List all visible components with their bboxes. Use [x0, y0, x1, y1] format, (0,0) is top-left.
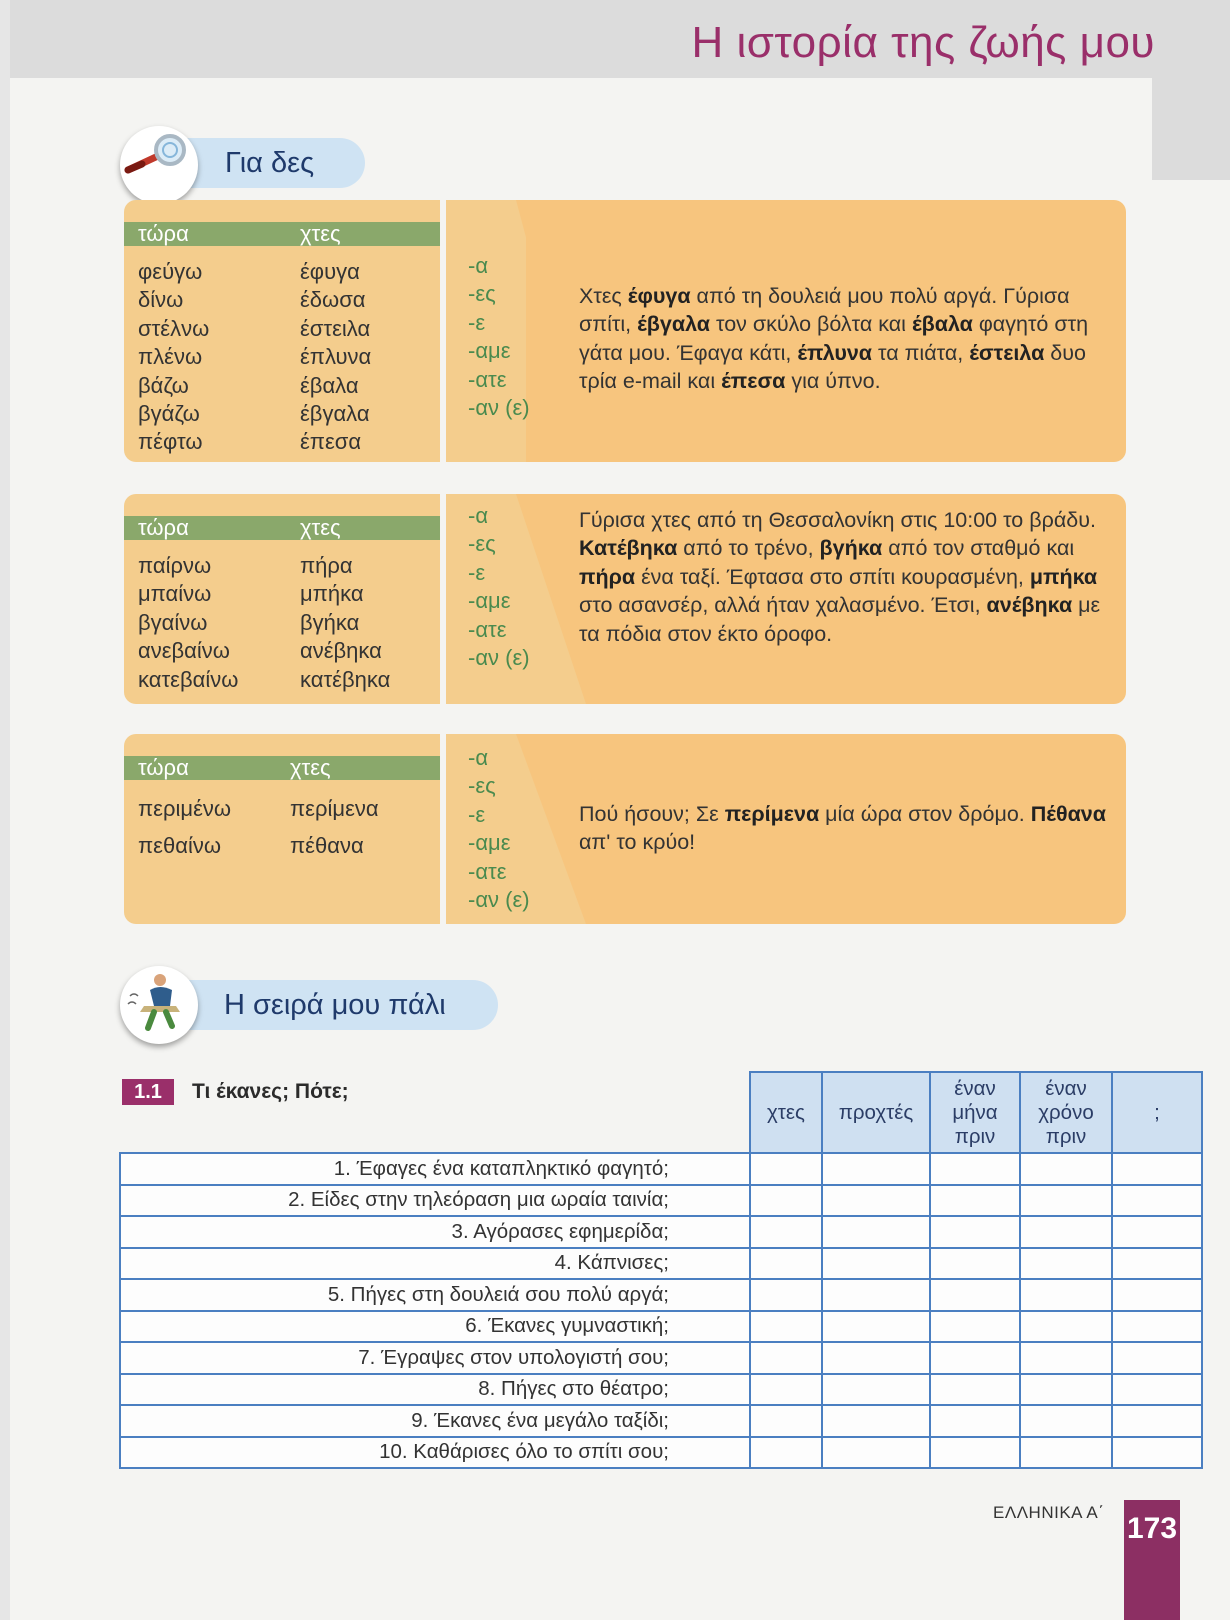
ending: -ε: [468, 309, 486, 335]
ending: -ε: [468, 801, 486, 827]
verb-now: πεθαίνω: [138, 833, 222, 858]
answer-cell[interactable]: [750, 1216, 822, 1248]
ending: -ε: [468, 559, 486, 585]
table-row: [120, 1405, 1202, 1437]
question: 7. Έγραψες στον υπολογιστή σου;: [120, 1342, 750, 1374]
question: 9. Έκανες ένα μεγάλο ταξίδι;: [120, 1405, 750, 1437]
verb-now: πλένω: [138, 344, 203, 370]
answer-cell[interactable]: [750, 1405, 822, 1437]
answer-cell[interactable]: [750, 1153, 822, 1185]
highlighted-verb: έπεσα: [721, 369, 786, 394]
verb-now: ανεβαίνω: [138, 638, 230, 664]
answer-cell[interactable]: [1020, 1405, 1112, 1437]
verb-now: δίνω: [138, 287, 184, 313]
col-header: έναν μήνα πριν: [930, 1072, 1020, 1153]
section-heading-text: Η σειρά μου πάλι: [224, 989, 446, 1021]
col-header: έναν χρόνο πριν: [1020, 1072, 1112, 1153]
answer-cell[interactable]: [1020, 1342, 1112, 1374]
past-verbs: [290, 790, 379, 864]
verb-past: έπλυνα: [300, 344, 372, 370]
highlighted-verb: περίμενα: [724, 802, 820, 826]
right-band: [1152, 0, 1230, 180]
highlighted-verb: ανέβηκα: [986, 593, 1073, 618]
highlighted-verb: πήρα: [579, 564, 636, 589]
answer-cell[interactable]: [930, 1405, 1020, 1437]
answer-cell[interactable]: [1020, 1185, 1112, 1217]
present-verbs: [138, 790, 231, 864]
highlighted-verb: έφυγα: [627, 284, 691, 308]
endings-list: [468, 744, 530, 914]
table-row: [120, 1374, 1202, 1406]
table-row: [120, 1185, 1202, 1217]
present-verbs: [138, 552, 238, 694]
question: 10. Καθάρισες όλο το σπίτι σου;: [120, 1437, 750, 1469]
question: 8. Πήγες στο θέατρο;: [120, 1374, 750, 1406]
ending: -αμε: [468, 830, 511, 856]
answer-cell[interactable]: [1020, 1437, 1112, 1469]
conjugation-box-3: [124, 734, 1126, 924]
left-edge: [0, 0, 10, 1620]
header-past: χτες: [300, 221, 341, 246]
text-run: μία ώρα στον δρόμο.: [819, 802, 1031, 826]
highlighted-verb: έπλυνα: [797, 340, 873, 365]
answer-cell[interactable]: [1112, 1342, 1202, 1374]
verb-past: έστειλα: [300, 315, 371, 341]
answer-cell[interactable]: [750, 1437, 822, 1469]
answer-cell[interactable]: [750, 1311, 822, 1343]
text-run: Γύρισα χτες από τη Θεσσαλονίκη στις 10:00 το βράδυ.: [579, 508, 1096, 532]
endings-list: [468, 502, 530, 672]
col-header: ;: [1112, 1072, 1202, 1153]
highlighted-verb: έβαλα: [911, 312, 973, 337]
answer-cell[interactable]: [930, 1279, 1020, 1311]
past-verbs: [300, 552, 390, 694]
answer-cell[interactable]: [930, 1185, 1020, 1217]
answer-cell[interactable]: [1020, 1153, 1112, 1185]
answer-cell[interactable]: [750, 1342, 822, 1374]
endings-list: [468, 252, 530, 422]
header-now: τώρα: [138, 515, 189, 540]
answer-cell[interactable]: [1020, 1374, 1112, 1406]
past-verbs: [300, 258, 371, 457]
table-header-row: [120, 1072, 1202, 1153]
answer-cell[interactable]: [822, 1374, 930, 1406]
ending: -α: [468, 745, 489, 770]
verb-now: βγάζω: [138, 401, 200, 427]
verb-now: βγαίνω: [138, 609, 208, 635]
section-heading-my-turn: [160, 980, 498, 1030]
ending: -ες: [468, 773, 496, 799]
verb-now: περιμένω: [138, 796, 232, 821]
text-run: τα πιάτα,: [872, 340, 970, 365]
answer-cell[interactable]: [1112, 1311, 1202, 1343]
table-header: [124, 756, 440, 780]
highlighted-verb: Κατέβηκα: [579, 536, 678, 561]
verb-past: έδωσα: [300, 287, 366, 313]
example-paragraph: [579, 506, 1109, 648]
text-run: από τον σταθμό και: [882, 536, 1075, 561]
ending: -α: [468, 503, 489, 528]
header-past: χτες: [290, 755, 331, 780]
question: 3. Αγόρασες εφημερίδα;: [120, 1216, 750, 1248]
answer-cell[interactable]: [1112, 1374, 1202, 1406]
highlighted-verb: έβγαλα: [637, 312, 711, 337]
answer-cell[interactable]: [822, 1248, 930, 1280]
text-run: στο ασανσέρ, αλλά ήταν χαλασμένο. Έτσι,: [579, 593, 987, 618]
ending: -ες: [468, 281, 496, 307]
answer-cell[interactable]: [930, 1248, 1020, 1280]
answer-cell[interactable]: [1112, 1279, 1202, 1311]
table-row: [120, 1279, 1202, 1311]
highlighted-verb: μπήκα: [1029, 564, 1098, 589]
verb-past: μπήκα: [300, 581, 364, 607]
ending: -ατε: [468, 366, 507, 392]
answer-cell[interactable]: [822, 1311, 930, 1343]
answer-cell[interactable]: [930, 1374, 1020, 1406]
answer-cell[interactable]: [750, 1248, 822, 1280]
answer-cell[interactable]: [1112, 1405, 1202, 1437]
header-spacer: [120, 1072, 750, 1153]
table-row: [120, 1216, 1202, 1248]
text-run: ένα ταξί. Έφτασα στο σπίτι κουρασμένη,: [635, 564, 1030, 589]
page-number-box: [1124, 1500, 1180, 1620]
ending: -αν (ε): [468, 887, 530, 913]
text-run: Πού ήσουν; Σε: [579, 802, 725, 826]
answer-cell[interactable]: [822, 1437, 930, 1469]
text-run: απ' το κρύο!: [579, 830, 696, 855]
example-paragraph: [579, 282, 1109, 396]
ending: -αμε: [468, 588, 511, 614]
verb-now: μπαίνω: [138, 581, 212, 607]
answer-cell[interactable]: [1112, 1437, 1202, 1469]
header-now: τώρα: [138, 755, 189, 780]
answer-cell[interactable]: [750, 1279, 822, 1311]
answer-cell[interactable]: [1112, 1216, 1202, 1248]
text-run: φαγητό στη γάτα μου. Έφαγα κάτι,: [579, 312, 1089, 365]
ending: -ατε: [468, 616, 507, 642]
person-leaping-icon: [120, 966, 198, 1044]
verb-now: κατεβαίνω: [138, 666, 239, 692]
exercise-number-text: 1.1: [134, 1081, 162, 1103]
page-number: 173: [1126, 1512, 1178, 1545]
answer-cell[interactable]: [822, 1405, 930, 1437]
answer-cell[interactable]: [930, 1437, 1020, 1469]
ending: -αν (ε): [468, 645, 530, 671]
answer-cell[interactable]: [930, 1342, 1020, 1374]
answer-cell[interactable]: [1020, 1311, 1112, 1343]
ending: -ατε: [468, 858, 507, 884]
table-row: [120, 1342, 1202, 1374]
table-header: [124, 516, 440, 540]
table-row: [120, 1248, 1202, 1280]
text-run: από τη δουλειά μου πολύ αργά. Γύρισα σπίτι,: [579, 284, 1070, 337]
table-row: [120, 1153, 1202, 1185]
verb-past: έβγαλα: [300, 401, 370, 427]
text-run: τον σκύλο βόλτα και: [710, 312, 912, 337]
answer-cell[interactable]: [750, 1374, 822, 1406]
question: 4. Κάπνισες;: [120, 1248, 750, 1280]
section-heading-text: Για δες: [225, 147, 315, 179]
verb-now: βάζω: [138, 372, 189, 398]
verb-past: έπεσα: [300, 429, 362, 455]
verb-past: πέθανα: [290, 833, 364, 858]
verb-past: έφυγα: [300, 259, 360, 284]
text-run: για ύπνο.: [785, 369, 881, 394]
col-header: χτες: [750, 1072, 822, 1153]
highlighted-verb: βγήκα: [819, 536, 883, 561]
table-row: [120, 1437, 1202, 1469]
answer-cell[interactable]: [822, 1153, 930, 1185]
answer-cell[interactable]: [1112, 1248, 1202, 1280]
highlighted-verb: έστειλα: [969, 340, 1045, 365]
verb-now: στέλνω: [138, 315, 210, 341]
verb-past: πήρα: [300, 553, 353, 578]
col-header: προχτές: [822, 1072, 930, 1153]
example-paragraph: [579, 800, 1109, 857]
verb-now: παίρνω: [138, 553, 212, 578]
answer-cell[interactable]: [1020, 1216, 1112, 1248]
answer-cell[interactable]: [822, 1342, 930, 1374]
answer-cell[interactable]: [930, 1311, 1020, 1343]
text-run: με τα πόδια στον έκτο όροφο.: [579, 593, 1101, 646]
answer-cell[interactable]: [822, 1185, 930, 1217]
exercise-title: Τι έκανες; Πότε;: [192, 1080, 349, 1103]
verb-past: έβαλα: [300, 372, 359, 398]
answer-cell[interactable]: [750, 1185, 822, 1217]
answer-cell[interactable]: [1020, 1248, 1112, 1280]
header-now: τώρα: [138, 221, 189, 246]
answer-cell[interactable]: [1020, 1279, 1112, 1311]
conjugation-box-1: [124, 200, 1126, 462]
question: 1. Έφαγες ένα καταπληκτικό φαγητό;: [120, 1153, 750, 1185]
conjugation-box-2: [124, 494, 1126, 704]
ending: -αμε: [468, 338, 511, 364]
text-run: δυο τρία e-mail και: [579, 340, 1086, 394]
ending: -αν (ε): [468, 395, 530, 421]
table-header: [124, 222, 440, 246]
verb-past: κατέβηκα: [300, 666, 391, 692]
page-title: Η ιστορία της ζωής μου: [691, 18, 1155, 67]
verb-past: βγήκα: [300, 609, 360, 635]
magnifier-icon: [120, 126, 198, 204]
answer-cell[interactable]: [1112, 1185, 1202, 1217]
answer-cell[interactable]: [822, 1216, 930, 1248]
verb-past: περίμενα: [290, 796, 379, 821]
book-footer: ΕΛΛΗΝΙΚΑ Α΄: [993, 1503, 1105, 1522]
answer-cell[interactable]: [930, 1153, 1020, 1185]
verb-now: πέφτω: [138, 429, 203, 455]
text-run: Χτες: [579, 284, 628, 308]
answer-cell[interactable]: [822, 1279, 930, 1311]
answer-cell[interactable]: [1112, 1153, 1202, 1185]
ending: -α: [468, 253, 489, 278]
question: 5. Πήγες στη δουλειά σου πολύ αργά;: [120, 1279, 750, 1311]
present-verbs: [138, 258, 209, 457]
ending: -ες: [468, 531, 496, 557]
highlighted-verb: Πέθανα: [1030, 802, 1106, 826]
table-row: [120, 1311, 1202, 1343]
header-past: χτες: [300, 515, 341, 540]
verb-past: ανέβηκα: [300, 638, 382, 664]
verb-now: φεύγω: [138, 259, 203, 284]
question: 6. Έκανες γυμναστική;: [120, 1311, 750, 1343]
text-run: από το τρένο,: [677, 536, 820, 561]
question: 2. Είδες στην τηλεόραση μια ωραία ταινία;: [120, 1185, 750, 1217]
answer-cell[interactable]: [930, 1216, 1020, 1248]
answer-table: [119, 1071, 1203, 1469]
